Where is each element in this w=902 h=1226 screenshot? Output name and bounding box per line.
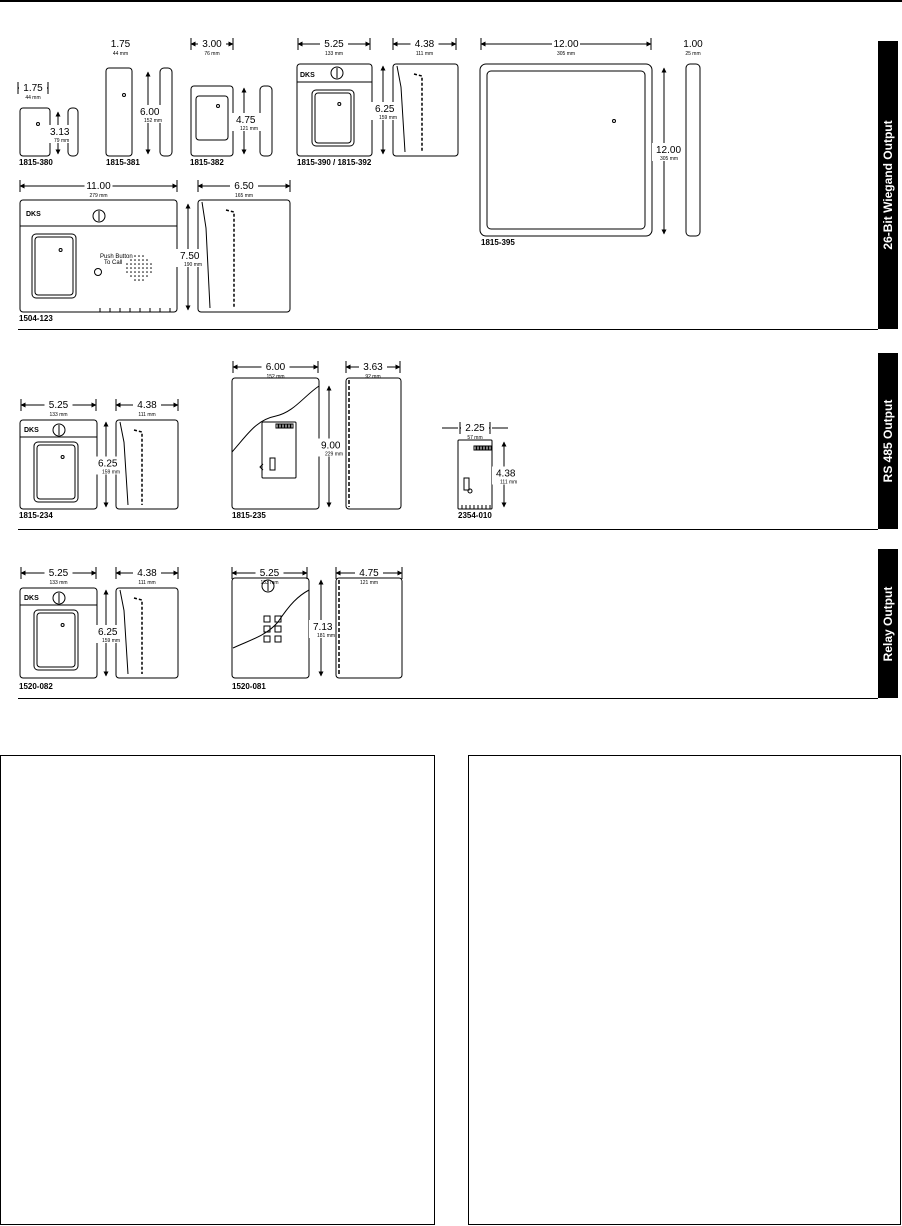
dimension-metric: 181 mm	[317, 633, 336, 639]
cutaway-edge	[233, 590, 309, 648]
dimension-value: 4.75	[359, 568, 379, 579]
speaker-grille-dot	[138, 267, 140, 269]
speaker-grille-dot	[126, 271, 128, 273]
empty-text-box-left	[0, 755, 435, 1225]
dimension-metric: 25 mm	[685, 51, 701, 57]
dimension-metric: 190 mm	[184, 262, 203, 268]
dimension-metric: 133 mm	[49, 412, 68, 418]
dimension-metric: 305 mm	[556, 51, 576, 57]
dimension-metric: 133 mm	[324, 51, 344, 57]
terminal-pin	[480, 446, 482, 450]
circuit-board	[262, 422, 296, 478]
relay-component	[464, 478, 469, 490]
dimension-value: 6.00	[265, 362, 286, 373]
reader-face	[37, 613, 75, 667]
speaker-grille-dot	[134, 275, 136, 277]
dimension-metric: 133 mm	[49, 580, 68, 586]
reader-bezel	[32, 234, 76, 298]
speaker-grille-dot	[134, 263, 136, 265]
speaker-grille-dot	[130, 271, 132, 273]
speaker-grille-dot	[126, 263, 128, 265]
speaker-grille-dot	[142, 255, 144, 257]
side-dashed-profile	[134, 598, 142, 674]
speaker-grille-dot	[134, 255, 136, 257]
speaker-grille-dot	[134, 271, 136, 273]
device-1520-081-side	[336, 578, 402, 678]
dimension-metric: 111 mm	[138, 580, 156, 586]
dimension-value: 12.00	[553, 39, 579, 50]
dimension-value: 5.25	[48, 400, 69, 411]
reader-face	[196, 96, 228, 140]
dks-logo: DKS	[300, 72, 315, 79]
call-button-label: To Call	[104, 260, 123, 266]
model-number: 1504-123	[19, 314, 53, 323]
dimension-value: 5.25	[324, 39, 344, 50]
side-outline	[198, 200, 290, 312]
dimension-metric: 121 mm	[240, 126, 259, 132]
terminal-block	[264, 626, 270, 632]
speaker-grille-dot	[146, 267, 148, 269]
dimension-value: 4.38	[496, 468, 516, 480]
mounting-hole	[468, 489, 472, 493]
reader-face	[315, 93, 351, 143]
speaker-grille-dot	[142, 279, 144, 281]
dimension-value: 1.75	[110, 39, 131, 50]
dimension-metric: 305 mm	[660, 156, 679, 162]
dimension-value: 4.75	[236, 115, 256, 126]
speaker-grille-dot	[138, 255, 140, 257]
dimension-metric: 92 mm	[365, 374, 381, 380]
terminal-pin	[276, 424, 278, 428]
side-dashed-profile	[414, 74, 422, 152]
dimension-value: 4.38	[137, 568, 157, 579]
screw-hole	[123, 94, 126, 97]
section-label: 26-Bit Wiegand Output	[881, 120, 895, 250]
speaker-grille-dot	[146, 259, 148, 261]
reader-bezel	[34, 610, 78, 670]
dimension-value: 6.25	[98, 627, 118, 638]
dimension-metric: 76 mm	[204, 51, 220, 57]
speaker-grille-dot	[134, 267, 136, 269]
screw-hole	[217, 105, 220, 108]
dimension-metric: 152 mm	[144, 118, 163, 124]
device-1815-395-inner	[487, 71, 645, 229]
speaker-grille-dot	[146, 271, 148, 273]
dimension-metric: 159 mm	[379, 115, 398, 121]
model-number: 1815-395	[481, 238, 515, 247]
speaker-grille-dot	[142, 259, 144, 261]
screw-hole	[613, 120, 616, 123]
reader-face	[35, 237, 73, 295]
model-number: 1520-082	[19, 682, 53, 691]
empty-text-box-right	[468, 755, 901, 1225]
dimension-metric: 133 mm	[260, 580, 279, 586]
dimension-metric: 79 mm	[54, 138, 70, 144]
dimension-value: 1.00	[683, 39, 703, 50]
device-1815-395-side	[686, 64, 700, 236]
model-number: 1815-235	[232, 511, 266, 520]
speaker-grille-dot	[138, 271, 140, 273]
speaker-grille-dot	[150, 263, 152, 265]
speaker-grille-dot	[150, 271, 152, 273]
screw-hole	[338, 103, 341, 106]
dimension-metric: 152 mm	[266, 374, 285, 380]
terminal-pin	[477, 446, 479, 450]
call-button-label: Push Button	[100, 254, 133, 260]
dks-logo: DKS	[24, 595, 39, 602]
speaker-grille-dot	[138, 259, 140, 261]
dimension-value: 11.00	[86, 181, 111, 192]
cutaway-edge	[232, 386, 319, 452]
dimension-metric: 111 mm	[138, 412, 156, 418]
dimension-value: 3.00	[202, 39, 222, 50]
reader-bezel	[34, 442, 78, 502]
dimension-value: 6.00	[140, 107, 160, 118]
model-number: 1815-381	[106, 158, 140, 167]
speaker-grille-dot	[134, 259, 136, 261]
model-number: 1520-081	[232, 682, 266, 691]
dimension-value: 7.50	[180, 251, 200, 262]
speaker-grille-dot	[142, 275, 144, 277]
speaker-grille-dot	[142, 271, 144, 273]
speaker-grille-dot	[130, 275, 132, 277]
model-number: 1815-234	[19, 511, 53, 520]
speaker-grille-dot	[138, 279, 140, 281]
model-number: 2354-010	[458, 511, 492, 520]
reader-face	[37, 445, 75, 499]
dimension-metric: 159 mm	[102, 469, 121, 476]
device-1815-235-front	[232, 378, 319, 509]
device-1815-235-side	[346, 378, 401, 509]
speaker-grille-dot	[130, 263, 132, 265]
terminal-block	[275, 626, 281, 632]
dks-logo: DKS	[26, 211, 41, 218]
dks-logo: DKS	[24, 427, 39, 434]
side-dashed-profile	[134, 430, 142, 505]
dimension-metric: 57 mm	[467, 435, 483, 441]
speaker-grille-dot	[130, 267, 132, 269]
dimension-metric: 121 mm	[359, 580, 379, 586]
speaker-grille-dot	[134, 279, 136, 281]
dimension-value: 4.38	[414, 39, 435, 50]
speaker-grille-dot	[138, 263, 140, 265]
dimension-metric: 111 mm	[415, 51, 434, 57]
dimension-metric: 44 mm	[25, 95, 41, 101]
dimension-value: 1.75	[23, 83, 43, 94]
dimension-value: 3.13	[50, 127, 70, 138]
dimension-value: 6.25	[375, 104, 395, 115]
device-1815-395-front	[480, 64, 652, 236]
dimension-value: 6.25	[98, 458, 118, 470]
dimension-value: 7.13	[313, 622, 333, 633]
dimension-value: 2.25	[465, 423, 485, 434]
terminal-pin	[282, 424, 284, 428]
dimension-value: 12.00	[656, 145, 682, 156]
screw-hole	[59, 249, 62, 252]
device-1815-381-front	[106, 68, 132, 156]
speaker-grille-dot	[142, 263, 144, 265]
dimension-value: 3.63	[363, 362, 383, 373]
dimension-metric: 165 mm	[234, 193, 254, 199]
speaker-grille-dot	[142, 267, 144, 269]
dimension-value: 5.25	[259, 568, 280, 579]
speaker-grille-dot	[138, 275, 140, 277]
screw-hole	[37, 123, 40, 126]
model-number: 1815-380	[19, 158, 53, 167]
call-button-icon	[95, 269, 102, 276]
side-dashed-profile	[226, 210, 234, 308]
model-number: 1815-390 / 1815-392	[297, 158, 372, 167]
dimension-value: 6.50	[234, 181, 254, 192]
terminal-pin	[279, 424, 281, 428]
section-label: Relay Output	[881, 586, 895, 661]
terminal-pin	[483, 446, 485, 450]
section-label: RS 485 Output	[881, 399, 895, 483]
dimension-metric: 111 mm	[500, 479, 518, 486]
dimension-metric: 44 mm	[112, 51, 129, 57]
speaker-grille-dot	[150, 267, 152, 269]
device-1815-380-front	[20, 108, 50, 156]
dimension-metric: 279 mm	[89, 193, 108, 199]
reader-bezel	[312, 90, 354, 146]
dimension-metric: 159 mm	[102, 638, 121, 644]
screw-hole	[61, 456, 64, 459]
speaker-grille-dot	[126, 267, 128, 269]
terminal-block	[264, 616, 270, 622]
terminal-block	[264, 636, 270, 642]
dimension-metric: 229 mm	[325, 451, 344, 458]
terminal-pin	[489, 446, 491, 450]
terminal-pin	[288, 424, 290, 428]
terminal-pin	[474, 446, 476, 450]
terminal-pin	[291, 424, 293, 428]
speaker-grille-dot	[146, 263, 148, 265]
screw-hole	[61, 624, 64, 627]
relay-component	[270, 458, 275, 470]
terminal-block	[275, 636, 281, 642]
model-number: 1815-382	[190, 158, 224, 167]
terminal-pin	[285, 424, 287, 428]
terminal-pin	[486, 446, 488, 450]
dimension-value: 4.38	[137, 400, 157, 411]
speaker-grille-dot	[146, 275, 148, 277]
dimension-value: 9.00	[321, 440, 341, 452]
dimension-value: 5.25	[48, 568, 69, 579]
